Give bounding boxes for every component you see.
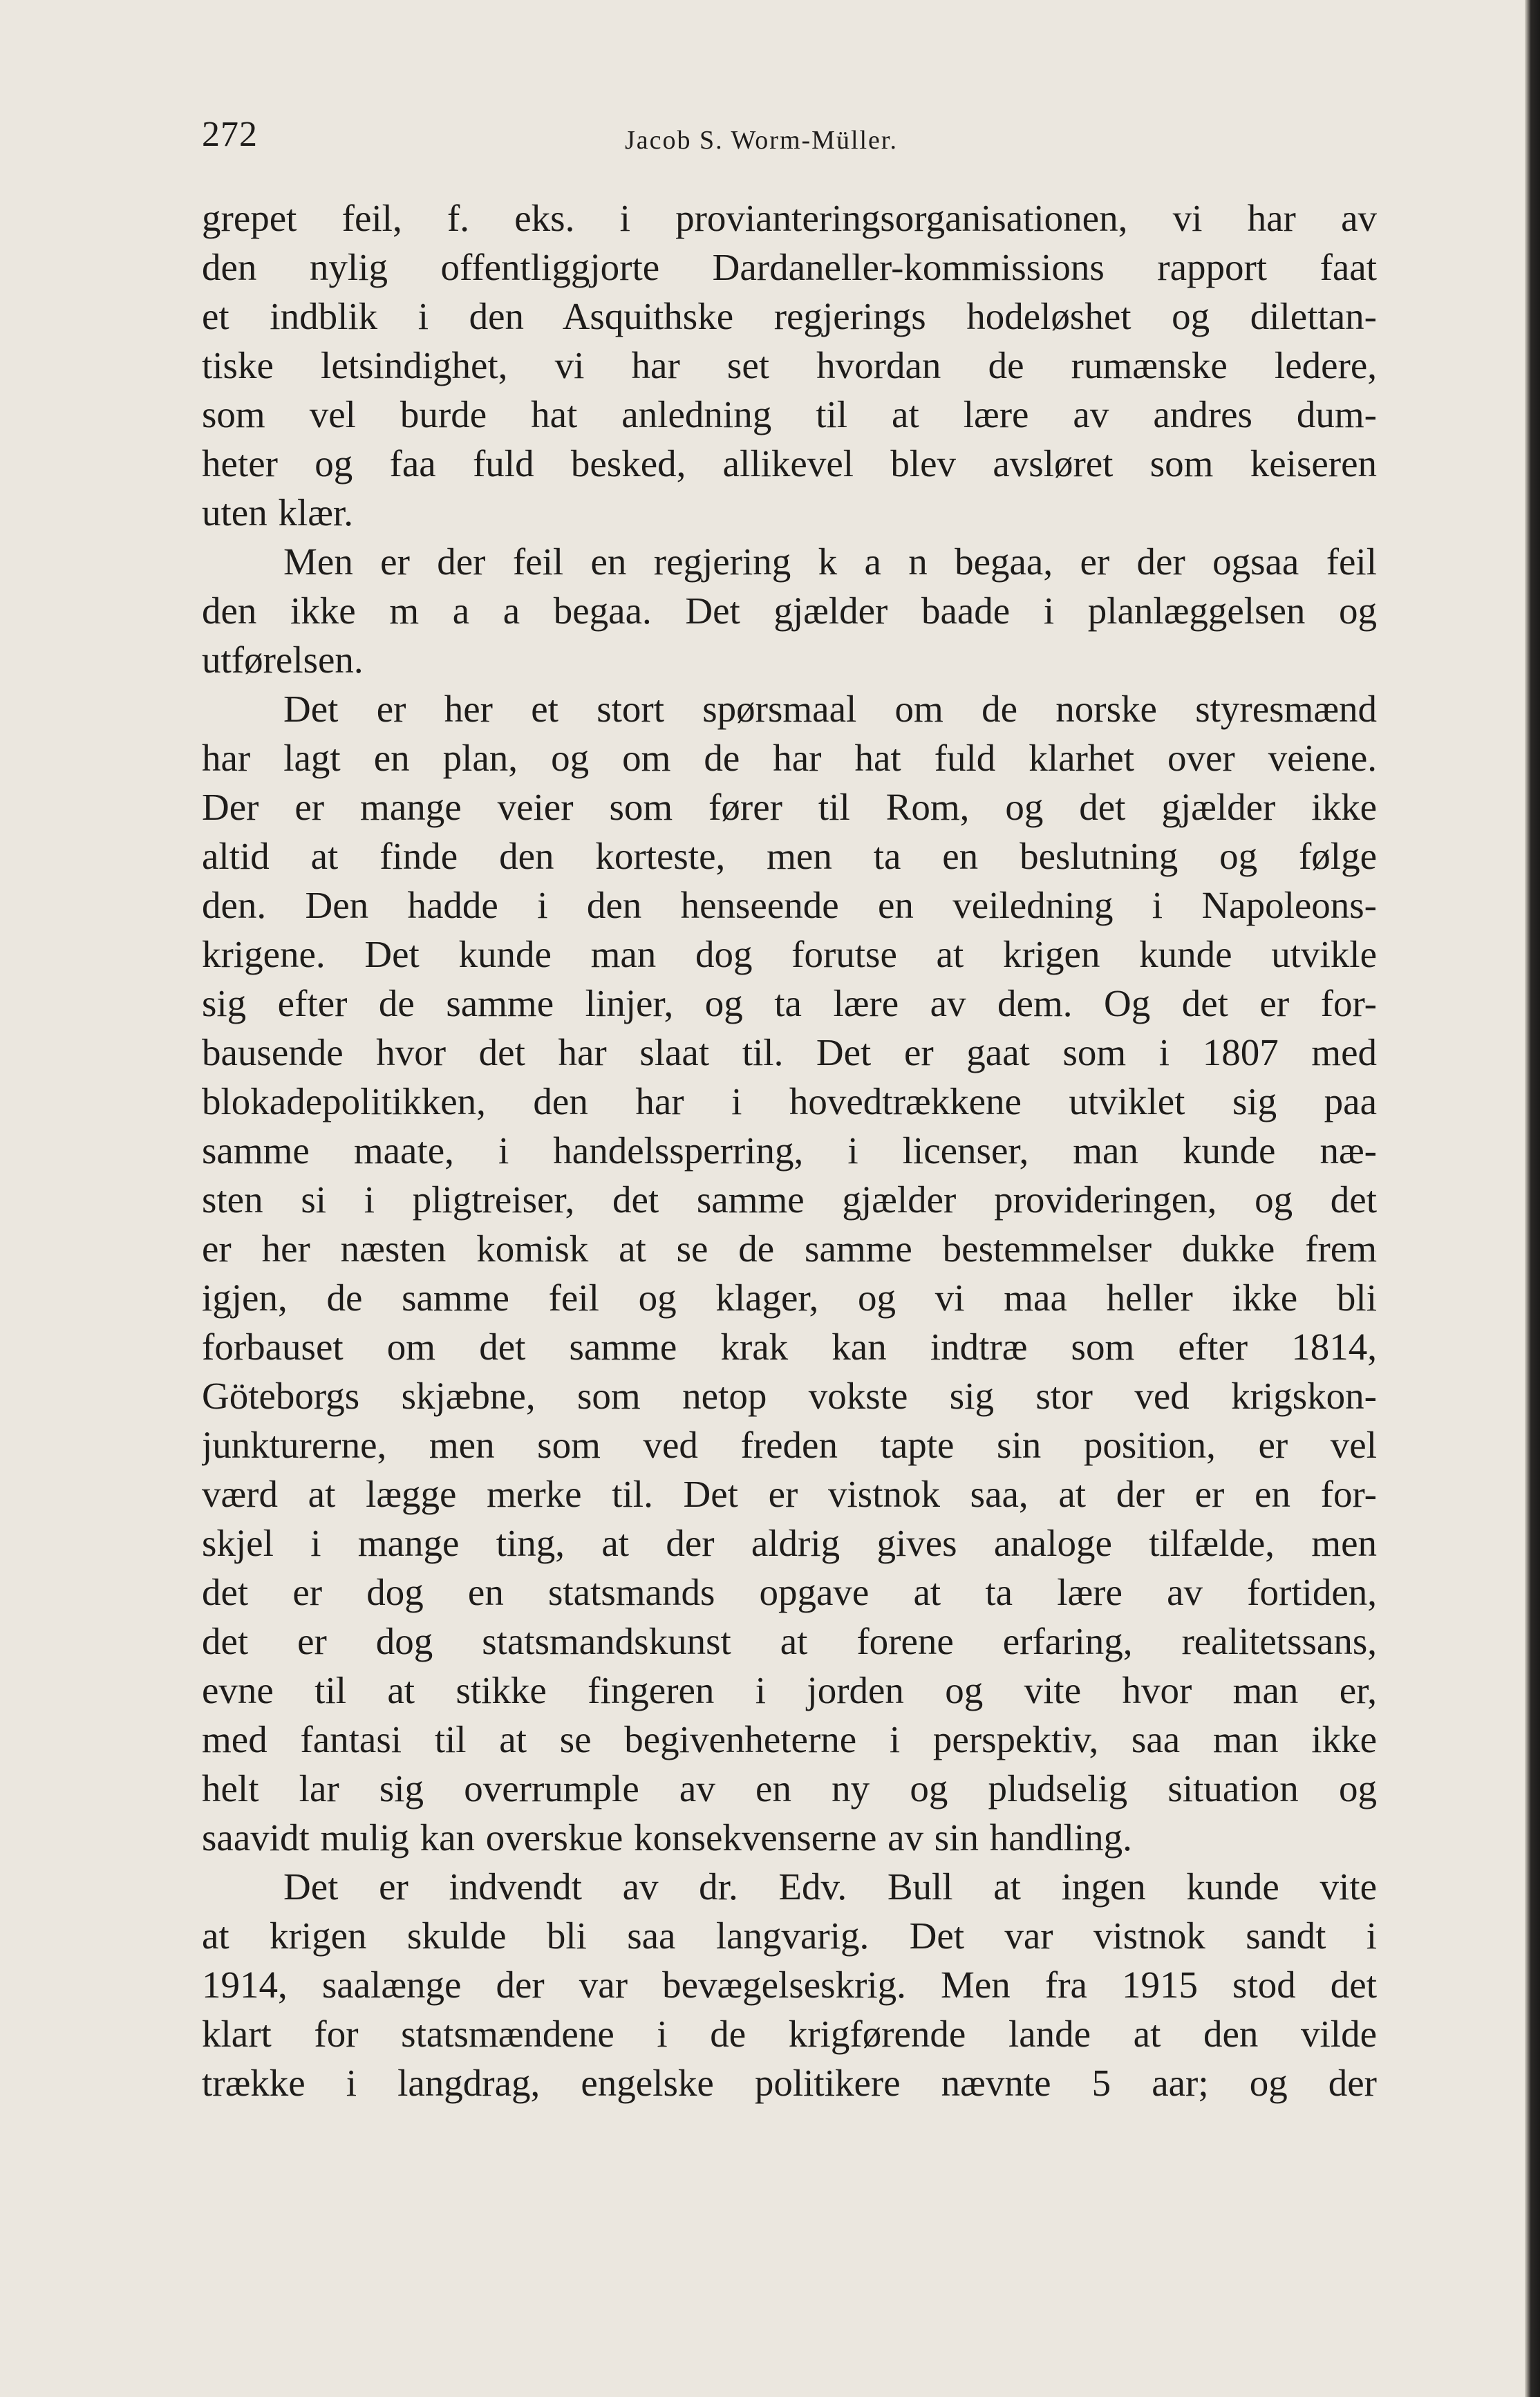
text-line: saavidt mulig kan overskue konsekvenserne av sin handling.	[202, 1816, 1132, 1859]
text-line: uten klær.	[202, 491, 353, 534]
text-line: tiske letsindighet, vi har set hvordan de rumænske ledere,	[202, 344, 1377, 386]
page-edge	[1525, 0, 1540, 2397]
text-line: altid at finde den korteste, men ta en beslutning og følge	[202, 835, 1377, 877]
text-line: Men er der feil en regjering k a n begaa, er der ogsaa feil	[283, 540, 1377, 583]
page-number: 272	[202, 115, 258, 154]
text-line: blokadepolitikken, den har i hovedtrækkene utviklet sig paa	[202, 1080, 1377, 1122]
text-line: Det er indvendt av dr. Edv. Bull at ingen kunde vite	[283, 1865, 1377, 1908]
text-line: igjen, de samme feil og klager, og vi maa heller ikke bli	[202, 1277, 1377, 1319]
text-line: krigene. Det kunde man dog forutse at krigen kunde utvikle	[202, 933, 1377, 975]
text-line: den nylig offentliggjorte Dardaneller-kommissions rapport faat	[202, 246, 1377, 288]
text-line: evne til at stikke fingeren i jorden og vite hvor man er,	[202, 1669, 1377, 1711]
text-line: skjel i mange ting, at der aldrig gives analoge tilfælde, men	[202, 1522, 1377, 1564]
text-line: den. Den hadde i den henseende en veiledning i Napoleons-	[202, 884, 1377, 926]
text-line: heter og faa fuld besked, allikevel blev avsløret som keiseren	[202, 442, 1377, 485]
text-line: sten si i pligtreiser, det samme gjælder provideringen, og det	[202, 1178, 1377, 1221]
text-line: at krigen skulde bli saa langvarig. Det var vistnok sandt i	[202, 1915, 1377, 1957]
text-line: forbauset om det samme krak kan indtræ som efter 1814,	[202, 1326, 1377, 1368]
text-line: værd at lægge merke til. Det er vistnok saa, at der er en for-	[202, 1473, 1377, 1515]
text-line: med fantasi til at se begivenheterne i perspektiv, saa man ikke	[202, 1718, 1377, 1760]
text-line: den ikke m a a begaa. Det gjælder baade i planlæggelsen og	[202, 590, 1377, 632]
running-head: Jacob S. Worm-Müller.	[625, 126, 898, 155]
text-line: som vel burde hat anledning til at lære av andres dum-	[202, 393, 1377, 435]
page-header	[202, 104, 1377, 166]
text-line: grepet feil, f. eks. i provianteringsorganisationen, vi har av	[202, 197, 1377, 239]
text-line: det er dog en statsmands opgave at ta lære av fortiden,	[202, 1571, 1377, 1613]
body-text	[202, 194, 1377, 2107]
text-line: sig efter de samme linjer, og ta lære av dem. Og det er for-	[202, 982, 1377, 1024]
text-line: samme maate, i handelssperring, i licenser, man kunde næ-	[202, 1129, 1377, 1172]
text-line: 1914, saalænge der var bevægelseskrig. Men fra 1915 stod det	[202, 1964, 1377, 2006]
text-line: Det er her et stort spørsmaal om de norske styresmænd	[283, 688, 1377, 730]
text-line: et indblik i den Asquithske regjerings hodeløshet og dilettan-	[202, 295, 1377, 337]
text-line: det er dog statsmandskunst at forene erfaring, realitetssans,	[202, 1620, 1377, 1662]
text-line: er her næsten komisk at se de samme bestemmelser dukke frem	[202, 1228, 1377, 1270]
text-line: Der er mange veier som fører til Rom, og det gjælder ikke	[202, 786, 1377, 828]
text-line: utførelsen.	[202, 639, 364, 681]
text-line: Göteborgs skjæbne, som netop vokste sig stor ved krigskon-	[202, 1375, 1377, 1417]
text-line: trække i langdrag, engelske politikere nævnte 5 aar; og der	[202, 2062, 1377, 2104]
text-line: klart for statsmændene i de krigførende lande at den vilde	[202, 2013, 1377, 2055]
text-line: bausende hvor det har slaat til. Det er gaat som i 1807 med	[202, 1031, 1377, 1073]
text-line: junkturerne, men som ved freden tapte sin position, er vel	[202, 1424, 1377, 1466]
text-line: helt lar sig overrumple av en ny og pludselig situation og	[202, 1767, 1377, 1810]
text-line: har lagt en plan, og om de har hat fuld klarhet over veiene.	[202, 737, 1377, 779]
